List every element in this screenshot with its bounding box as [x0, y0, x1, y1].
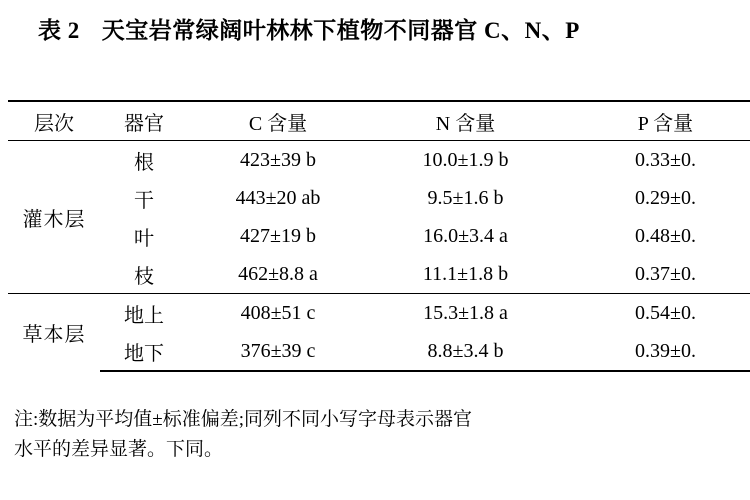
column-header-n: N 含量 [368, 102, 563, 141]
organ-cell: 枝 [134, 265, 154, 288]
c-value-cell: 462±8.8 a [238, 262, 318, 285]
table-row [8, 294, 750, 333]
n-value-cell: 8.8±3.4 b [368, 332, 563, 371]
table-caption-text: 天宝岩常绿阔叶林林下植物不同器官 C、N、P [101, 18, 580, 43]
n-value-cell: 9.5±1.6 b [427, 186, 504, 209]
table-caption-label: 表 2 [38, 18, 80, 43]
c-value-cell: 443±20 ab [235, 186, 321, 209]
table-row [8, 217, 750, 255]
column-header-layer: 层次 [8, 102, 100, 141]
organ-cell: 叶 [134, 227, 154, 250]
table-row [8, 141, 750, 180]
n-value-cell: 15.3±1.8 a [368, 294, 563, 333]
layer-cell-herb: 草本层 [8, 294, 100, 372]
table-header-row [8, 102, 750, 141]
c-value-cell: 427±19 b [240, 224, 316, 247]
column-header-c: C 含量 [188, 102, 368, 141]
table-note [14, 405, 744, 465]
p-value-cell: 0.39±0. [563, 332, 750, 371]
n-value-cell: 16.0±3.4 a [423, 224, 508, 247]
c-value-cell: 376±39 c [188, 332, 368, 371]
data-table [8, 100, 750, 372]
table-row [8, 332, 750, 371]
table-note-line-1: 注:数据为平均值±标准偏差;同列不同小写字母表示器官 [14, 409, 472, 430]
p-value-cell: 0.48±0. [635, 224, 696, 247]
p-value-cell: 0.37±0. [635, 262, 696, 285]
n-value-cell: 10.0±1.9 b [422, 148, 509, 171]
column-header-organ: 器官 [100, 102, 188, 141]
c-value-cell: 423±39 b [240, 148, 316, 171]
organ-cell: 干 [134, 189, 154, 212]
table-note-line-2: 水平的差异显著。下同。 [14, 439, 224, 460]
organ-cell: 根 [134, 151, 154, 174]
c-value-cell: 408±51 c [188, 294, 368, 333]
table-row [8, 179, 750, 217]
p-value-cell: 0.54±0. [563, 294, 750, 333]
table-row [8, 255, 750, 294]
organ-cell: 地下 [100, 332, 188, 371]
table-caption [38, 12, 750, 45]
p-value-cell: 0.29±0. [635, 186, 696, 209]
n-value-cell: 11.1±1.8 b [422, 262, 509, 285]
p-value-cell: 0.33±0. [635, 148, 696, 171]
organ-cell: 地上 [100, 294, 188, 333]
layer-cell-shrub: 灌木层 [22, 208, 86, 231]
column-header-p: P 含量 [563, 102, 750, 141]
